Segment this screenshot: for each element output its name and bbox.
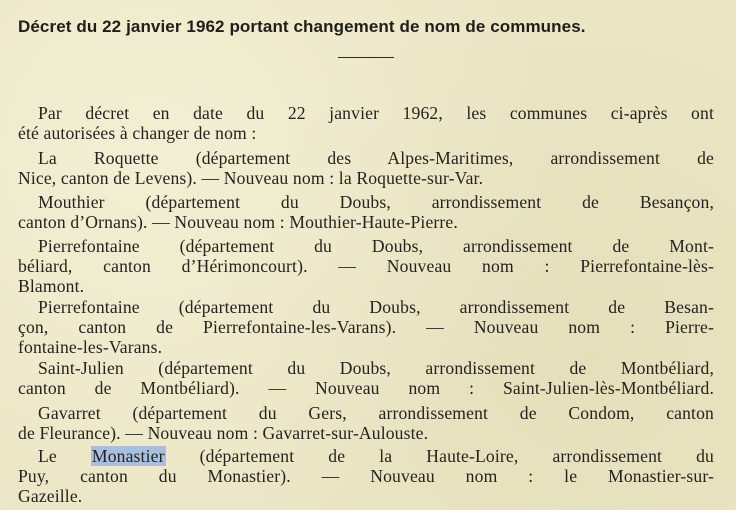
intro-line-2: été autorisées à changer de nom : xyxy=(18,123,257,143)
title-divider xyxy=(338,57,394,58)
entry-pierrefontaine2-line-1: Pierrefontaine (département du Doubs, arrondissement de Besan- xyxy=(38,297,714,317)
entry-monastier-line-3: Gazeille. xyxy=(18,486,83,506)
entry-gavarret-line-1: Gavarret (département du Gers, arrondissement de Condom, canton xyxy=(38,403,714,423)
entry-pierrefontaine1-line-3: Blamont. xyxy=(18,276,85,296)
entry-pierrefontaine1-line-2: béliard, canton d’Hérimoncourt). — Nouveau nom : Pierrefontaine-lès- xyxy=(18,256,714,276)
entry-roquette-line-2: Nice, canton de Levens). — Nouveau nom : la Roquette-sur-Var. xyxy=(18,168,484,188)
entry-pierrefontaine2-line-2: çon, canton de Pierrefontaine-les-Varans). — Nouveau nom : Pierre- xyxy=(18,317,714,337)
entry-saint-julien-line-2: canton de Montbéliard). — Nouveau nom : Saint-Julien-lès-Montbéliard. xyxy=(18,378,714,398)
entry-roquette-line-1: La Roquette (département des Alpes-Maritimes, arrondissement de xyxy=(38,148,714,168)
decree-title: Décret du 22 janvier 1962 portant changement de nom de communes. xyxy=(18,17,586,36)
entry-pierrefontaine1-line-1: Pierrefontaine (département du Doubs, arrondissement de Mont- xyxy=(38,236,714,256)
intro-line-1: Par décret en date du 22 janvier 1962, les communes ci-après ont xyxy=(38,103,714,123)
entry-saint-julien-line-1: Saint-Julien (département du Doubs, arrondissement de Montbéliard, xyxy=(38,358,714,378)
entry-mouthier-line-1: Mouthier (département du Doubs, arrondissement de Besançon, xyxy=(38,192,714,212)
entry-monastier-line-1 xyxy=(18,447,714,465)
entry-monastier-word: Le xyxy=(38,446,57,466)
entry-monastier-line-2: Puy, canton du Monastier). — Nouveau nom : le Monastier-sur- xyxy=(18,466,714,486)
entry-mouthier-line-2: canton d’Ornans). — Nouveau nom : Mouthier-Haute-Pierre. xyxy=(18,212,458,232)
entry-pierrefontaine2-line-3: fontaine-les-Varans. xyxy=(18,337,163,357)
entry-gavarret-line-2: de Fleurance). — Nouveau nom : Gavarret-sur-Aulouste. xyxy=(18,423,429,443)
entry-monastier-rest: (département de la Haute-Loire, arrondissement du xyxy=(199,446,714,466)
selected-text-highlight[interactable]: Monastier xyxy=(91,446,165,466)
